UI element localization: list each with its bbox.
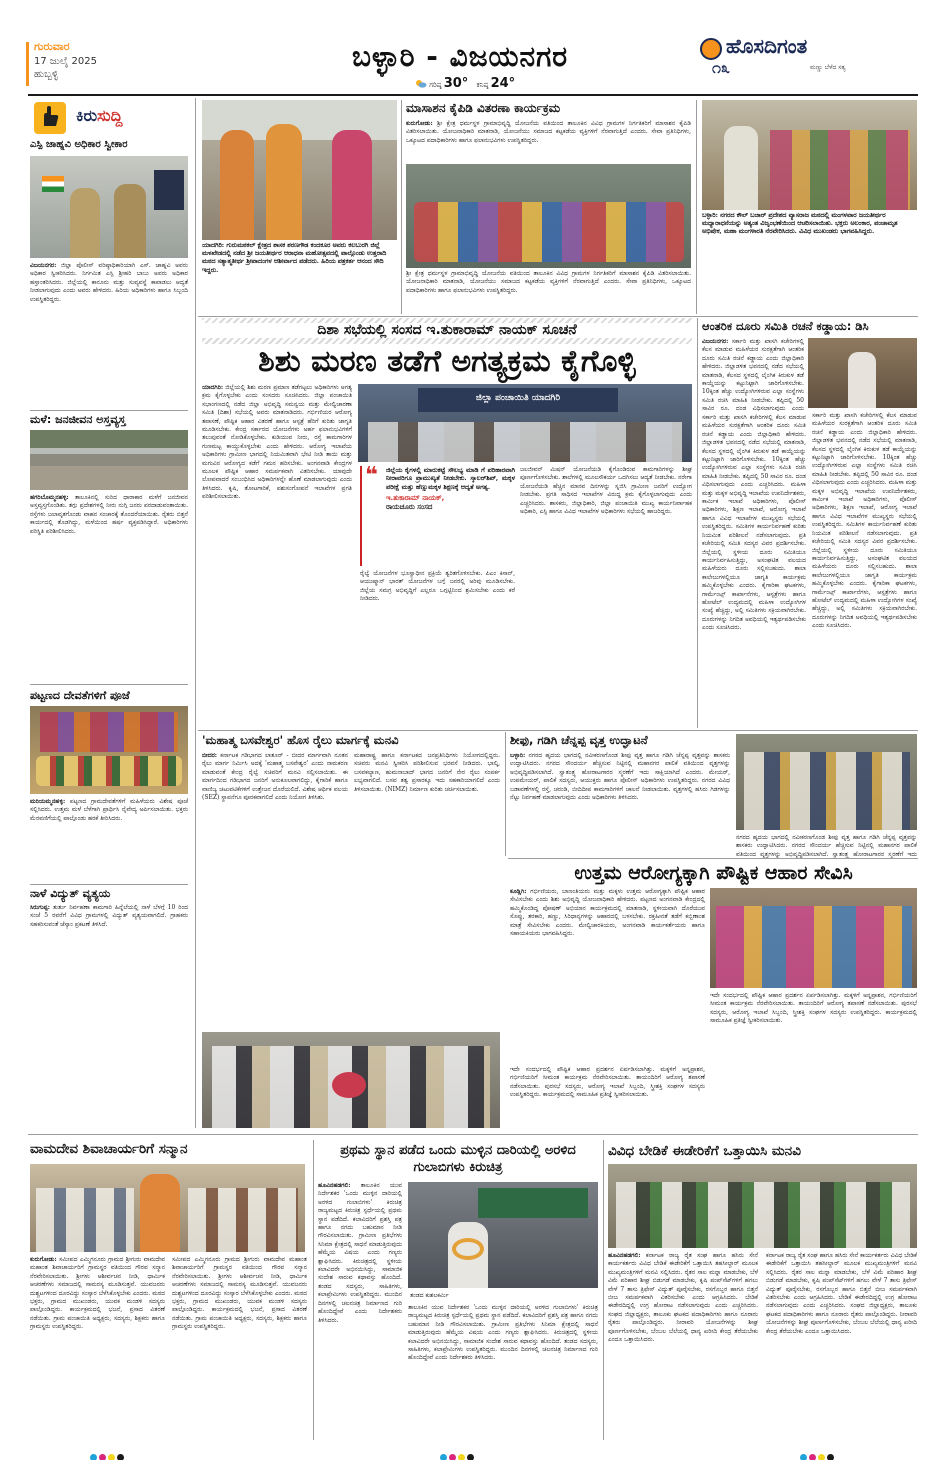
anganwadi-photo xyxy=(710,888,917,988)
prathama-text: ತಾಲೂಕಿನ ಯುವ ನಿರ್ದೇಶಕರ 'ಒಂದು ಮುಳ್ಳಿನ ದಾರಿಯಲ್ಲಿ ಅರಳಿದ ಗುಲಾಬಿಗಳು' ಕಿರುಚಿತ್ರ ರಾಜ್ಯಮಟ್ಟದ ಕಿರುಚಿತ್ರ ಸ್ಪರ್ಧೆಯಲ್ಲಿ ಪ್ರಥಮ ಸ್ಥಾನ ಪಡೆದಿದೆ. ಕಲಾವಿದರಿಗೆ ಪ್ರಶಸ್ತಿ ಪತ್ರ ಹಾಗೂ ನಗದು ಬಹುಮಾನ ನೀಡಿ ಗೌರವಿಸಲಾಯಿತು. ಗ್ರಾಮೀಣ ಪ್ರತಿಭೆಗಳು ಸಿನಿಮಾ ಕ್ಷೇತ್ರದಲ್ಲಿ ಸಾಧನೆ ಮಾಡುತ್ತಿರುವುದು ಹೆಮ್ಮೆಯ ವಿಷಯ ಎಂದು ಗಣ್ಯರು ಶ್ಲಾಘಿಸಿದರು. ಕಿರುಚಿತ್ರದಲ್ಲಿ ಸ್ಥಳೀಯ ಕಲಾವಿದರೇ ಅಭಿನಯಿಸಿದ್ದು, ಸಾಮಾಜಿಕ ಸಂದೇಶ ಸಾರುವ ಕಥಾವಸ್ತು ಹೊಂದಿದೆ. ತಂಡದ ಸದಸ್ಯರು, ಸಾಹಿತಿಗಳು, ಕಲಾಪ್ರೇಮಿಗಳು ಉಪಸ್ಥಿತರಿದ್ದರು. ಮುಂದಿನ ದಿನಗಳಲ್ಲಿ ಚಲನಚಿತ್ರ ನಿರ್ಮಾಣದ ಗುರಿ ಹೊಂದಿದ್ದೇವೆ ಎಂದು ನಿರ್ದೇಶಕರು ತಿಳಿಸಿದರು. xyxy=(318,1182,402,1324)
arogya-body xyxy=(510,888,705,1062)
weather-min: 24° xyxy=(490,76,516,91)
vamadeva-body xyxy=(30,1256,165,1440)
antarika-body-col-a: ಸರ್ಕಾರಿ ಮತ್ತು ಖಾಸಗಿ ಕಚೇರಿಗಳಲ್ಲಿ ಕೆಲಸ ಮಾಡುವ ಮಹಿಳೆಯರ ಸುರಕ್ಷತೆಗಾಗಿ ಆಂತರಿಕ ದೂರು ಸಮಿತಿ ರಚನೆ ಕಡ್ಡಾಯ ಎಂದು ಜಿಲ್ಲಾಧಿಕಾರಿ ಹೇಳಿದರು. ಜಿಲ್ಲಾಡಳಿತ ಭವನದಲ್ಲಿ ನಡೆದ ಸಭೆಯಲ್ಲಿ ಮಾತನಾಡಿ, ಕೆಲಸದ ಸ್ಥಳದಲ್ಲಿ ಲೈಂಗಿಕ ಕಿರುಕುಳ ತಡೆ ಕಾಯ್ದೆಯನ್ನು ಕಟ್ಟುನಿಟ್ಟಾಗಿ ಜಾರಿಗೊಳಿಸಬೇಕು. 10ಕ್ಕಿಂತ ಹೆಚ್ಚು ಉದ್ಯೋಗಿಗಳಿರುವ ಎಲ್ಲಾ ಸಂಸ್ಥೆಗಳು ಸಮಿತಿ ರಚಿಸಿ ಮಾಹಿತಿ ನೀಡಬೇಕು. ತಪ್ಪಿದಲ್ಲಿ 50 ಸಾವಿರ ರೂ. ದಂಡ ವಿಧಿಸಲಾಗುವುದು ಎಂದು ಎಚ್ಚರಿಸಿದರು. ಮಹಿಳಾ ಮತ್ತು ಮಕ್ಕಳ ಅಭಿವೃದ್ಧಿ ಇಲಾಖೆಯ ಉಪನಿರ್ದೇಶಕರು, ಕಾರ್ಮಿಕ ಇಲಾಖೆ ಅಧಿಕಾರಿಗಳು, ಪೊಲೀಸ್ ಅಧಿಕಾರಿಗಳು, ಶಿಕ್ಷಣ ಇಲಾಖೆ, ಆರೋಗ್ಯ ಇಲಾಖೆ ಹಾಗೂ ವಿವಿಧ ಇಲಾಖೆಗಳ ಮುಖ್ಯಸ್ಥರು ಸಭೆಯಲ್ಲಿ ಉಪಸ್ಥಿತರಿದ್ದರು. ಸಮಿತಿಗಳ ಕಾರ್ಯನಿರ್ವಹಣೆ ಕುರಿತು ನಿಯಮಿತ ಪರಿಶೀಲನೆ ನಡೆಸಲಾಗುವುದು. ಪ್ರತಿ ಕಚೇರಿಯಲ್ಲಿ ಸಮಿತಿ ಸದಸ್ಯರ ವಿವರ ಪ್ರದರ್ಶಿಸಬೇಕು. ಜಿಲ್ಲೆಯಲ್ಲಿ ಸ್ಥಳೀಯ ದೂರು ಸಮಿತಿಯೂ ಕಾರ್ಯನಿರ್ವಹಿಸುತ್ತಿದ್ದು, ಅಸಂಘಟಿತ ವಲಯದ ಮಹಿಳೆಯರು ದೂರು ಸಲ್ಲಿಸಬಹುದು. ಶಾಲಾ ಕಾಲೇಜುಗಳಲ್ಲಿಯೂ ಜಾಗೃತಿ ಕಾರ್ಯಕ್ರಮ ಹಮ್ಮಿಕೊಳ್ಳಬೇಕು ಎಂದರು. ಕೈಗಾರಿಕಾ ಘಟಕಗಳು, ಗಾರ್ಮೆಂಟ್ಸ್ ಕಾರ್ಖಾನೆಗಳು, ಆಸ್ಪತ್ರೆಗಳು ಹಾಗೂ ಹೋಟೆಲ್ ಉದ್ಯಮದಲ್ಲಿ ಮಹಿಳಾ ಉದ್ಯೋಗಿಗಳ ಸಂಖ್ಯೆ ಹೆಚ್ಚಿದ್ದು, ಅಲ್ಲಿ ಸಮಿತಿಗಳು ಸಕ್ರಿಯವಾಗಿರಬೇಕು. ದೂರುಗಳನ್ನು ನಿಗದಿತ ಅವಧಿಯಲ್ಲಿ ಇತ್ಯರ್ಥಪಡಿಸಬೇಕು ಎಂದು ಸೂಚಿಸಿದರು. xyxy=(702,414,806,632)
lead-kicker: ದಿಶಾ ಸಭೆಯಲ್ಲಿ ಸಂಸದ ಇ.ತುಕಾರಾಮ್ ನಾಯಕ್ ಸೂಚನೆ xyxy=(202,323,692,338)
weather-max-label: ಗರಿಷ್ಠ xyxy=(429,81,442,89)
devategalu-headline: ಪಟ್ಟಣದ ದೇವತೆಗಳಿಗೆ ಪೂಜೆ xyxy=(30,689,130,702)
masthead xyxy=(0,0,945,96)
column-rule xyxy=(696,100,697,314)
lead-dateline: ಯಾದಗಿರಿ: xyxy=(202,384,224,391)
masashana-text: ಶ್ರೀ ಕ್ಷೇತ್ರ ಧರ್ಮಸ್ಥಳ ಗ್ರಾಮಾಭಿವೃದ್ಧಿ ಯೋಜನೆಯ ವತಿಯಿಂದ ತಾಲೂಕಿನ ವಿವಿಧ ಗ್ರಾಮಗಳ ನಿರ್ಗತಿಕರಿಗೆ ಮಾಸಾಶನ ಕೈಪಿಡಿ ವಿತರಿಸಲಾಯಿತು. ಯೋಜನಾಧಿಕಾರಿ ಮಾತನಾಡಿ, ಯೋಜನೆಯು ಸಮಾಜದ ಕಟ್ಟಕಡೆಯ ವ್ಯಕ್ತಿಗಳಿಗೆ ನೆರವಾಗುತ್ತಿದೆ ಎಂದರು. ಸೇವಾ ಪ್ರತಿನಿಧಿಗಳು, ಒಕ್ಕೂಟದ ಪದಾಧಿಕಾರಿಗಳು ಹಾಗೂ ಫಲಾನುಭವಿಗಳು ಉಪಸ್ಥಿತರಿದ್ದರು. xyxy=(406,120,691,144)
column-rule xyxy=(195,98,196,1128)
male-body xyxy=(30,494,188,682)
quote-mark-icon: ❝ xyxy=(365,463,378,488)
shifu-dateline: ಬಳ್ಳಾರಿ: xyxy=(510,752,526,759)
masashana-body-top xyxy=(406,120,691,162)
antarika-headline: ಆಂತರಿಕ ದೂರು ಸಮಿತಿ ರಚನೆ ಕಡ್ಡಾಯ: ಡಿಸಿ xyxy=(702,319,869,333)
weather-block xyxy=(415,76,575,90)
devotees-shape-right xyxy=(188,1188,298,1252)
seated-people xyxy=(414,202,684,262)
devotees-shape xyxy=(36,1188,134,1252)
trees-shape xyxy=(30,430,188,448)
vividha-body-b: ಕರ್ನಾಟಕ ರಾಜ್ಯ ರೈತ ಸಂಘ ಹಾಗೂ ಹಸಿರು ಸೇನೆ ಕಾರ್ಯಕರ್ತರು ವಿವಿಧ ಬೇಡಿಕೆ ಈಡೇರಿಕೆಗೆ ಒತ್ತಾಯಿಸಿ ತಹಸೀಲ್ದಾರ್ ಮೂಲಕ ಮುಖ್ಯಮಂತ್ರಿಗಳಿಗೆ ಮನವಿ ಸಲ್ಲಿಸಿದರು. ರೈತರ ಸಾಲ ಮನ್ನಾ ಮಾಡಬೇಕು, ಬೆಳೆ ವಿಮೆ ಪರಿಹಾರ ಶೀಘ್ರ ಬಿಡುಗಡೆ ಮಾಡಬೇಕು, ಕೃಷಿ ಪಂಪ್‌ಸೆಟ್‌ಗಳಿಗೆ ಹಗಲು ವೇಳೆ 7 ತಾಸು ತ್ರಿಫೇಸ್ ವಿದ್ಯುತ್ ಪೂರೈಸಬೇಕು, ರಸಗೊಬ್ಬರ ಹಾಗೂ ಬಿತ್ತನೆ ಬೀಜ ಸಮರ್ಪಕವಾಗಿ ವಿತರಿಸಬೇಕು ಎಂದು ಆಗ್ರಹಿಸಿದರು. ಬೇಡಿಕೆ ಈಡೇರದಿದ್ದಲ್ಲಿ ಉಗ್ರ ಹೋರಾಟ ನಡೆಸಲಾಗುವುದು ಎಂದು ಎಚ್ಚರಿಸಿದರು. ಸಂಘದ ಜಿಲ್ಲಾಧ್ಯಕ್ಷರು, ತಾಲೂಕು ಘಟಕದ ಪದಾಧಿಕಾರಿಗಳು ಹಾಗೂ ನೂರಾರು ರೈತರು ಪಾಲ್ಗೊಂಡಿದ್ದರು. ನೀರಾವರಿ ಯೋಜನೆಗಳನ್ನು ಶೀಘ್ರ ಪೂರ್ಣಗೊಳಿಸಬೇಕು, ಬೆಂಬಲ ಬೆಲೆಯಲ್ಲಿ ಧಾನ್ಯ ಖರೀದಿ ಕೇಂದ್ರ ತೆರೆಯಬೇಕು ಎಂದೂ ಒತ್ತಾಯಿಸಿದರು. xyxy=(766,1252,917,1335)
crowd-shape xyxy=(770,130,910,210)
yellow-dot xyxy=(818,1454,825,1460)
flood-photo xyxy=(30,430,188,490)
priest-shape xyxy=(724,126,758,210)
date-rule-orange xyxy=(26,42,29,86)
railway-dateline: ಬೀದರ: xyxy=(202,752,218,759)
vamadeva-body-b: ಸಮೀಪದ ಎಮ್ಮಿಗನೂರು ಗ್ರಾಮದ ಶ್ರೀಗುರು ವಾಮದೇವ ಮಹಾಂತ ಶಿವಾಚಾರ್ಯರಿಗೆ ಗ್ರಾಮಸ್ಥರ ವತಿಯಿಂದ ಗೌರವ ಸನ್ಮಾನ ನೆರವೇರಿಸಲಾಯಿತು. ಶ್ರೀಗಳು ಆಶೀರ್ವಚನ ನೀಡಿ, ಧಾರ್ಮಿಕ ಆಚರಣೆಗಳು ಸಮಾಜದಲ್ಲಿ ಸಾಮರಸ್ಯ ಮೂಡಿಸುತ್ತವೆ. ಯುವಜನರು ದುಶ್ಚಟಗಳಿಂದ ದೂರವಿದ್ದು ಸಂಸ್ಕಾರ ಬೆಳೆಸಿಕೊಳ್ಳಬೇಕು ಎಂದರು. ಮಠದ ಭಕ್ತರು, ಗ್ರಾಮದ ಮುಖಂಡರು, ಯುವಕ ಮಂಡಳಿ ಸದಸ್ಯರು ಪಾಲ್ಗೊಂಡಿದ್ದರು. ಕಾರ್ಯಕ್ರಮದಲ್ಲಿ ಭಜನೆ, ಪ್ರಸಾದ ವಿತರಣೆ ನಡೆಯಿತು. ಗ್ರಾಮ ಪಂಚಾಯಿತಿ ಅಧ್ಯಕ್ಷರು, ಸದಸ್ಯರು, ಶಿಕ್ಷಕರು ಹಾಗೂ ಗ್ರಾಮಸ್ಥರು ಉಪಸ್ಥಿತರಿದ್ದರು. xyxy=(172,1256,307,1331)
cyan-dot xyxy=(90,1454,97,1460)
quote-attr-name: ಇ.ತುಕಾರಾಮ್ ನಾಯಕ್, xyxy=(386,494,445,503)
lead-col-3 xyxy=(520,466,692,724)
paper-name: ಹೊಸದಿಗಂತ xyxy=(726,34,808,58)
magenta-dot xyxy=(99,1454,106,1460)
antarika-body-col-b: ಸರ್ಕಾರಿ ಮತ್ತು ಖಾಸಗಿ ಕಚೇರಿಗಳಲ್ಲಿ ಕೆಲಸ ಮಾಡುವ ಮಹಿಳೆಯರ ಸುರಕ್ಷತೆಗಾಗಿ ಆಂತರಿಕ ದೂರು ಸಮಿತಿ ರಚನೆ ಕಡ್ಡಾಯ ಎಂದು ಜಿಲ್ಲಾಧಿಕಾರಿ ಹೇಳಿದರು. ಜಿಲ್ಲಾಡಳಿತ ಭವನದಲ್ಲಿ ನಡೆದ ಸಭೆಯಲ್ಲಿ ಮಾತನಾಡಿ, ಕೆಲಸದ ಸ್ಥಳದಲ್ಲಿ ಲೈಂಗಿಕ ಕಿರುಕುಳ ತಡೆ ಕಾಯ್ದೆಯನ್ನು ಕಟ್ಟುನಿಟ್ಟಾಗಿ ಜಾರಿಗೊಳಿಸಬೇಕು. 10ಕ್ಕಿಂತ ಹೆಚ್ಚು ಉದ್ಯೋಗಿಗಳಿರುವ ಎಲ್ಲಾ ಸಂಸ್ಥೆಗಳು ಸಮಿತಿ ರಚಿಸಿ ಮಾಹಿತಿ ನೀಡಬೇಕು. ತಪ್ಪಿದಲ್ಲಿ 50 ಸಾವಿರ ರೂ. ದಂಡ ವಿಧಿಸಲಾಗುವುದು ಎಂದು ಎಚ್ಚರಿಸಿದರು. ಮಹಿಳಾ ಮತ್ತು ಮಕ್ಕಳ ಅಭಿವೃದ್ಧಿ ಇಲಾಖೆಯ ಉಪನಿರ್ದೇಶಕರು, ಕಾರ್ಮಿಕ ಇಲಾಖೆ ಅಧಿಕಾರಿಗಳು, ಪೊಲೀಸ್ ಅಧಿಕಾರಿಗಳು, ಶಿಕ್ಷಣ ಇಲಾಖೆ, ಆರೋಗ್ಯ ಇಲಾಖೆ ಹಾಗೂ ವಿವಿಧ ಇಲಾಖೆಗಳ ಮುಖ್ಯಸ್ಥರು ಸಭೆಯಲ್ಲಿ ಉಪಸ್ಥಿತರಿದ್ದರು. ಸಮಿತಿಗಳ ಕಾರ್ಯನಿರ್ವಹಣೆ ಕುರಿತು ನಿಯಮಿತ ಪರಿಶೀಲನೆ ನಡೆಸಲಾಗುವುದು. ಪ್ರತಿ ಕಚೇರಿಯಲ್ಲಿ ಸಮಿತಿ ಸದಸ್ಯರ ವಿವರ ಪ್ರದರ್ಶಿಸಬೇಕು. ಜಿಲ್ಲೆಯಲ್ಲಿ ಸ್ಥಳೀಯ ದೂರು ಸಮಿತಿಯೂ ಕಾರ್ಯನಿರ್ವಹಿಸುತ್ತಿದ್ದು, ಅಸಂಘಟಿತ ವಲಯದ ಮಹಿಳೆಯರು ದೂರು ಸಲ್ಲಿಸಬಹುದು. ಶಾಲಾ ಕಾಲೇಜುಗಳಲ್ಲಿಯೂ ಜಾಗೃತಿ ಕಾರ್ಯಕ್ರಮ ಹಮ್ಮಿಕೊಳ್ಳಬೇಕು ಎಂದರು. ಕೈಗಾರಿಕಾ ಘಟಕಗಳು, ಗಾರ್ಮೆಂಟ್ಸ್ ಕಾರ್ಖಾನೆಗಳು, ಆಸ್ಪತ್ರೆಗಳು ಹಾಗೂ ಹೋಟೆಲ್ ಉದ್ಯಮದಲ್ಲಿ ಮಹಿಳಾ ಉದ್ಯೋಗಿಗಳ ಸಂಖ್ಯೆ ಹೆಚ್ಚಿದ್ದು, ಅಲ್ಲಿ ಸಮಿತಿಗಳು ಸಕ್ರಿಯವಾಗಿರಬೇಕು. ದೂರುಗಳನ್ನು ನಿಗದಿತ ಅವಧಿಯಲ್ಲಿ ಇತ್ಯರ್ಥಪಡಿಸಬೇಕು ಎಂದು ಸೂಚಿಸಿದರು. xyxy=(812,412,917,630)
lead-text-a: ಜಿಲ್ಲೆಯಲ್ಲಿ ಶಿಶು ಮರಣ ಪ್ರಮಾಣ ತಡೆಗಟ್ಟಲು ಅಧಿಕಾರಿಗಳು ಅಗತ್ಯ ಕ್ರಮ ಕೈಗೊಳ್ಳಬೇಕು ಎಂದು ಸಂಸದರು ಸೂಚಿಸಿದರು. ಜಿಲ್ಲಾ ಪಂಚಾಯಿತಿ ಸಭಾಂಗಣದಲ್ಲಿ ನಡೆದ ಜಿಲ್ಲಾ ಅಭಿವೃದ್ಧಿ ಸಮನ್ವಯ ಮತ್ತು ಮೇಲ್ವಿಚಾರಣಾ ಸಮಿತಿ (ದಿಶಾ) ಸಭೆಯಲ್ಲಿ ಅವರು ಮಾತನಾಡಿದರು. ಗರ್ಭಿಣಿಯರ ಆರೋಗ್ಯ ತಪಾಸಣೆ, ಪೌಷ್ಟಿಕ ಆಹಾರ ವಿತರಣೆ ಹಾಗೂ ಆಸ್ಪತ್ರೆ ಹೆರಿಗೆ ಕುರಿತು ಜಾಗೃತಿ ಮೂಡಿಸಬೇಕು. ಕೇಂದ್ರ ಸರ್ಕಾರದ ಯೋಜನೆಗಳು ಅರ್ಹ ಫಲಾನುಭವಿಗಳಿಗೆ ತಲುಪುವಂತೆ ನೋಡಿಕೊಳ್ಳಬೇಕು. ಕುಡಿಯುವ ನೀರು, ರಸ್ತೆ ಕಾಮಗಾರಿಗಳ ಗುಣಮಟ್ಟ ಕಾಯ್ದುಕೊಳ್ಳಬೇಕು ಎಂದು ಹೇಳಿದರು. xyxy=(202,384,352,450)
logo-emblem-icon xyxy=(700,38,722,60)
section-title: ಬಳ್ಳಾರಿ - ವಿಜಯನಗರ xyxy=(351,40,569,73)
railway-photo xyxy=(202,1032,500,1128)
brand-kiru: ಕಿರು xyxy=(76,106,98,125)
vamadeva-photo xyxy=(30,1164,305,1252)
offering-plates xyxy=(36,756,182,786)
award-photo xyxy=(408,1182,598,1288)
vividha-body xyxy=(608,1252,758,1440)
police-board xyxy=(154,170,184,210)
table-people xyxy=(368,422,682,462)
masthead-day: ಗುರುವಾರ xyxy=(34,40,70,53)
kirusuddi-dateline: ವಿಜಯನಗರ: xyxy=(30,262,57,269)
prathama-body xyxy=(318,1182,402,1440)
masashana-body-bottom: ಶ್ರೀ ಕ್ಷೇತ್ರ ಧರ್ಮಸ್ಥಳ ಗ್ರಾಮಾಭಿವೃದ್ಧಿ ಯೋಜನೆಯ ವತಿಯಿಂದ ತಾಲೂಕಿನ ವಿವಿಧ ಗ್ರಾಮಗಳ ನಿರ್ಗತಿಕರಿಗೆ ಮಾಸಾಶನ ಕೈಪಿಡಿ ವಿತರಿಸಲಾಯಿತು. ಯೋಜನಾಧಿಕಾರಿ ಮಾತನಾಡಿ, ಯೋಜನೆಯು ಸಮಾಜದ ಕಟ್ಟಕಡೆಯ ವ್ಯಕ್ತಿಗಳಿಗೆ ನೆರವಾಗುತ್ತಿದೆ ಎಂದರು. ಸೇವಾ ಪ್ರತಿನಿಧಿಗಳು, ಒಕ್ಕೂಟದ ಪದಾಧಿಕಾರಿಗಳು ಹಾಗೂ ಫಲಾನುಭವಿಗಳು ಉಪಸ್ಥಿತರಿದ್ದರು. xyxy=(406,270,691,294)
officer-left xyxy=(70,188,100,258)
paper-tagline: ಮಣ್ಣು ಬೆಳೆದ ಸತ್ಯ xyxy=(810,64,846,71)
masthead-date: 17 ಜುಲೈ 2025 xyxy=(34,56,97,67)
railway-col-1 xyxy=(202,752,348,1028)
sun-cloud-icon xyxy=(415,79,427,88)
kirusuddi-logo xyxy=(30,100,188,136)
weather-max: 30° xyxy=(443,76,469,91)
swamiji-photo xyxy=(202,100,397,240)
lead-col-2-lower xyxy=(360,570,515,724)
date-block xyxy=(30,40,170,80)
green-board xyxy=(478,1188,588,1218)
male-text: ತಾಲೂಕಿನಲ್ಲಿ ಸುರಿದ ಧಾರಾಕಾರ ಮಳೆಗೆ ಜನಜೀವನ ಅಸ್ತವ್ಯಸ್ತಗೊಂಡಿತು. ತಗ್ಗು ಪ್ರದೇಶಗಳಲ್ಲಿ ನೀರು ನುಗ್ಗಿ ಜನರು ಪರದಾಡುವಂತಾಯಿತು. ರಸ್ತೆಗಳು ಜಲಾವೃತಗೊಂಡು ವಾಹನ ಸಂಚಾರಕ್ಕೆ ತೊಂದರೆಯಾಯಿತು. ರೈತರು ಬಿತ್ತನೆ ಕಾರ್ಯದಲ್ಲಿ ತೊಡಗಿದ್ದು, ಮಳೆಯಿಂದ ಹರ್ಷ ವ್ಯಕ್ತಪಡಿಸಿದ್ದಾರೆ. ಅಧಿಕಾರಿಗಳು ಪರಿಸ್ಥಿತಿ ಪರಿಶೀಲಿಸಿದರು. xyxy=(30,494,188,535)
vamadeva-headline: ವಾಮದೇವ ಶಿವಾಚಾರ್ಯರಿಗೆ ಸನ್ಮಾನ xyxy=(30,1141,188,1157)
quote-attribution xyxy=(376,494,515,512)
magenta-dot xyxy=(449,1454,456,1460)
vamadeva-dateline: ಕುರುಗೋಡು: xyxy=(30,1256,57,1263)
male-headline: ಮಳೆ: ಜನಜೀವನ ಅಸ್ತವ್ಯಸ್ತ xyxy=(30,413,126,426)
kirusuddi-headline: ಎಸ್ಪಿ ಜಾಹ್ನವಿ ಅಧಿಕಾರ ಸ್ವೀಕಾರ xyxy=(30,139,128,150)
lead-headline: ಶಿಶು ಮರಣ ತಡೆಗೆ ಅಗತ್ಯಕ್ರಮ ಕೈಗೊಳ್ಳಿ xyxy=(258,344,636,379)
yellow-dot xyxy=(108,1454,115,1460)
divider xyxy=(198,730,918,731)
masthead-rule xyxy=(28,94,918,96)
shifu-body-b: ನಗರದ ಹೃದಯ ಭಾಗದಲ್ಲಿ ನವೀಕರಣಗೊಂಡ ಶೀಫು ವೃತ್ತ ಹಾಗೂ ಗಡಿಗಿ ಚೆನ್ನಪ್ಪ ವೃತ್ತವನ್ನು ಶಾಸಕರು ಉದ್ಘಾಟಿಸಿದರು. ನಗರದ ಸೌಂದರ್ಯ ಹೆಚ್ಚಿಸುವ ನಿಟ್ಟಿನಲ್ಲಿ ಮಹಾನಗರ ಪಾಲಿಕೆ ವತಿಯಿಂದ ವೃತ್ತಗಳನ್ನು ಅಭಿವೃದ್ಧಿಪಡಿಸಲಾಗಿದೆ. ಸ್ವಾತಂತ್ರ್ಯ ಹೋರಾಟಗಾರರ ಸ್ಮರಣೆಗೆ ಇದು xyxy=(736,834,917,858)
disha-meeting-photo xyxy=(358,384,692,462)
masashana-photo xyxy=(406,164,691,268)
protesters-shape xyxy=(616,1182,910,1248)
black-dot xyxy=(827,1454,834,1460)
circle-inauguration-photo xyxy=(736,734,917,830)
lead-text-c: ಆರೋಗ್ಯ ಇಲಾಖೆಯ ಅಧಿಕಾರಿಗಳು ಗ್ರಾಮೀಣ ಭಾಗದಲ್ಲಿ ನಿಯಮಿತವಾಗಿ ಭೇಟಿ ನೀಡಿ ತಾಯಿ ಮತ್ತು ಮಗುವಿನ ಆರೋಗ್ಯದ ಕಡೆಗೆ ಗಮನ ಹರಿಸಬೇಕು. ಅಂಗನವಾಡಿ ಕೇಂದ್ರಗಳ ಮೂಲಕ ಪೌಷ್ಟಿಕ ಆಹಾರ ಸಮರ್ಪಕವಾಗಿ ವಿತರಿಸಬೇಕು. ಯಾವುದೇ ಲೋಪವಾದರೆ ಸಂಬಂಧಿಸಿದ ಅಧಿಕಾರಿಗಳನ್ನೇ ಹೊಣೆ ಮಾಡಲಾಗುವುದು ಎಂದು ತಿಳಿಸಿದರು. ಕೃಷಿ, ತೋಟಗಾರಿಕೆ, ಪಶುಸಂಗೋಪನೆ ಇಲಾಖೆಗಳ ಪ್ರಗತಿ ಪರಿಶೀಲಿಸಲಾಯಿತು. xyxy=(202,442,352,501)
vividha-text: ಕರ್ನಾಟಕ ರಾಜ್ಯ ರೈತ ಸಂಘ ಹಾಗೂ ಹಸಿರು ಸೇನೆ ಕಾರ್ಯಕರ್ತರು ವಿವಿಧ ಬೇಡಿಕೆ ಈಡೇರಿಕೆಗೆ ಒತ್ತಾಯಿಸಿ ತಹಸೀಲ್ದಾರ್ ಮೂಲಕ ಮುಖ್ಯಮಂತ್ರಿಗಳಿಗೆ ಮನವಿ ಸಲ್ಲಿಸಿದರು. ರೈತರ ಸಾಲ ಮನ್ನಾ ಮಾಡಬೇಕು, ಬೆಳೆ ವಿಮೆ ಪರಿಹಾರ ಶೀಘ್ರ ಬಿಡುಗಡೆ ಮಾಡಬೇಕು, ಕೃಷಿ ಪಂಪ್‌ಸೆಟ್‌ಗಳಿಗೆ ಹಗಲು ವೇಳೆ 7 ತಾಸು ತ್ರಿಫೇಸ್ ವಿದ್ಯುತ್ ಪೂರೈಸಬೇಕು, ರಸಗೊಬ್ಬರ ಹಾಗೂ ಬಿತ್ತನೆ ಬೀಜ ಸಮರ್ಪಕವಾಗಿ ವಿತರಿಸಬೇಕು ಎಂದು ಆಗ್ರಹಿಸಿದರು. ಬೇಡಿಕೆ ಈಡೇರದಿದ್ದಲ್ಲಿ ಉಗ್ರ ಹೋರಾಟ ನಡೆಸಲಾಗುವುದು ಎಂದು ಎಚ್ಚರಿಸಿದರು. ಸಂಘದ ಜಿಲ್ಲಾಧ್ಯಕ್ಷರು, ತಾಲೂಕು ಘಟಕದ ಪದಾಧಿಕಾರಿಗಳು ಹಾಗೂ ನೂರಾರು ರೈತರು ಪಾಲ್ಗೊಂಡಿದ್ದರು. ನೀರಾವರಿ ಯೋಜನೆಗಳನ್ನು ಶೀಘ್ರ ಪೂರ್ಣಗೊಳಿಸಬೇಕು, ಬೆಂಬಲ ಬೆಲೆಯಲ್ಲಿ ಧಾನ್ಯ ಖರೀದಿ ಕೇಂದ್ರ ತೆರೆಯಬೇಕು ಎಂದೂ ಒತ್ತಾಯಿಸಿದರು. xyxy=(608,1252,758,1344)
paper-logo xyxy=(700,36,915,78)
dc-person xyxy=(848,352,876,408)
column-rule xyxy=(505,732,506,856)
memorandum-photo xyxy=(608,1164,917,1248)
registration-marks xyxy=(440,1446,500,1454)
shifu-text: ನಗರದ ಹೃದಯ ಭಾಗದಲ್ಲಿ ನವೀಕರಣಗೊಂಡ ಶೀಫು ವೃತ್ತ ಹಾಗೂ ಗಡಿಗಿ ಚೆನ್ನಪ್ಪ ವೃತ್ತವನ್ನು ಶಾಸಕರು ಉದ್ಘಾಟಿಸಿದರು. ನಗರದ ಸೌಂದರ್ಯ ಹೆಚ್ಚಿಸುವ ನಿಟ್ಟಿನಲ್ಲಿ ಮಹಾನಗರ ಪಾಲಿಕೆ ವತಿಯಿಂದ ವೃತ್ತಗಳನ್ನು ಅಭಿವೃದ್ಧಿಪಡಿಸಲಾಗಿದೆ. ಸ್ವಾತಂತ್ರ್ಯ ಹೋರಾಟಗಾರರ ಸ್ಮರಣೆಗೆ ಇದು ಸಾಕ್ಷಿಯಾಗಿದೆ ಎಂದರು. ಮೇಯರ್, ಉಪಮೇಯರ್, ಪಾಲಿಕೆ ಸದಸ್ಯರು, ಆಯುಕ್ತರು ಹಾಗೂ ಪೊಲೀಸ್ ಅಧಿಕಾರಿಗಳು ಉಪಸ್ಥಿತರಿದ್ದರು. ನಗರದ ವಿವಿಧ ಬಡಾವಣೆಗಳಲ್ಲಿ ರಸ್ತೆ, ಚರಂಡಿ, ಬೀದಿದೀಪ ಕಾಮಗಾರಿಗಳಿಗೆ ಚಾಲನೆ ನೀಡಲಾಯಿತು. ವೃತ್ತಗಳಲ್ಲಿ ಹಸಿರು ಗಿಡಗಳನ್ನು ನೆಟ್ಟು ನಿರ್ವಹಣೆ ಮಾಡಲಾಗುವುದು ಎಂದು ಅಧಿಕಾರಿಗಳು ತಿಳಿಸಿದರು. xyxy=(510,752,730,802)
officials-shape xyxy=(744,752,910,830)
devategalu-text: ಪಟ್ಟಣದ ಗ್ರಾಮದೇವತೆಗಳಿಗೆ ಮಹಿಳೆಯರು ವಿಶೇಷ ಪೂಜೆ ಸಲ್ಲಿಸಿದರು. ಉತ್ತಮ ಮಳೆ ಬೆಳೆಗಾಗಿ ಪ್ರಾರ್ಥಿಸಿ ನೈವೇದ್ಯ ಅರ್ಪಿಸಲಾಯಿತು. ಭಕ್ತರು ಮೆರವಣಿಗೆಯಲ್ಲಿ ಪಾಲ್ಗೊಂಡು ಹರಕೆ ತೀರಿಸಿದರು. xyxy=(30,798,188,822)
guest-right xyxy=(332,130,372,240)
lead-col-1 xyxy=(202,384,352,724)
prathama-body-b: ತಾಲೂಕಿನ ಯುವ ನಿರ್ದೇಶಕರ 'ಒಂದು ಮುಳ್ಳಿನ ದಾರಿಯಲ್ಲಿ ಅರಳಿದ ಗುಲಾಬಿಗಳು' ಕಿರುಚಿತ್ರ ರಾಜ್ಯಮಟ್ಟದ ಕಿರುಚಿತ್ರ ಸ್ಪರ್ಧೆಯಲ್ಲಿ ಪ್ರಥಮ ಸ್ಥಾನ ಪಡೆದಿದೆ. ಕಲಾವಿದರಿಗೆ ಪ್ರಶಸ್ತಿ ಪತ್ರ ಹಾಗೂ ನಗದು ಬಹುಮಾನ ನೀಡಿ ಗೌರವಿಸಲಾಯಿತು. ಗ್ರಾಮೀಣ ಪ್ರತಿಭೆಗಳು ಸಿನಿಮಾ ಕ್ಷೇತ್ರದಲ್ಲಿ ಸಾಧನೆ ಮಾಡುತ್ತಿರುವುದು ಹೆಮ್ಮೆಯ ವಿಷಯ ಎಂದು ಗಣ್ಯರು ಶ್ಲಾಘಿಸಿದರು. ಕಿರುಚಿತ್ರದಲ್ಲಿ ಸ್ಥಳೀಯ ಕಲಾವಿದರೇ ಅಭಿನಯಿಸಿದ್ದು, ಸಾಮಾಜಿಕ ಸಂದೇಶ ಸಾರುವ ಕಥಾವಸ್ತು ಹೊಂದಿದೆ. ತಂಡದ ಸದಸ್ಯರು, ಸಾಹಿತಿಗಳು, ಕಲಾಪ್ರೇಮಿಗಳು ಉಪಸ್ಥಿತರಿದ್ದರು. ಮುಂದಿನ ದಿನಗಳಲ್ಲಿ ಚಲನಚಿತ್ರ ನಿರ್ಮಾಣದ ಗುರಿ ಹೊಂದಿದ್ದೇವೆ ಎಂದು ನಿರ್ದೇಶಕರು ತಿಳಿಸಿದರು. xyxy=(408,1304,598,1362)
yellow-dot xyxy=(458,1454,465,1460)
officer-right xyxy=(114,184,146,258)
arogya-body-c: ಇದೇ ಸಂದರ್ಭದಲ್ಲಿ ಪೌಷ್ಟಿಕ ಆಹಾರ ಪ್ರದರ್ಶನ ಏರ್ಪಡಿಸಲಾಗಿತ್ತು. ಮಕ್ಕಳಿಗೆ ಅನ್ನಪ್ರಾಶನ, ಗರ್ಭಿಣಿಯರಿಗೆ ಸೀಮಂತ ಕಾರ್ಯಕ್ರಮ ನೆರವೇರಿಸಲಾಯಿತು. ತಾಯಂದಿರಿಗೆ ಆರೋಗ್ಯ ತಪಾಸಣೆ ನಡೆಸಲಾಯಿತು. ಪುರಸಭೆ ಸದಸ್ಯರು, ಆರೋಗ್ಯ ಇಲಾಖೆ ಸಿಬ್ಬಂದಿ, ಸ್ತ್ರೀಶಕ್ತಿ ಸಂಘಗಳ ಸದಸ್ಯರು ಉಪಸ್ಥಿತರಿದ್ದರು. ಕಾರ್ಯಕ್ರಮದಲ್ಲಿ ಸಾಮೂಹಿಕ ಪ್ರತಿಜ್ಞೆ ಸ್ವೀಕರಿಸಲಾಯಿತು. xyxy=(510,1066,705,1099)
column-rule xyxy=(603,1140,604,1440)
registration-marks xyxy=(90,1446,150,1454)
male-dateline: ಹಗರಿಬೊಮ್ಮನಹಳ್ಳಿ: xyxy=(30,494,69,501)
masashana-headline: ಮಾಸಾಶನ ಕೈಪಿಡಿ ವಿತರಣಾ ಕಾರ್ಯಕ್ರಮ xyxy=(406,101,561,115)
bouquet-shape xyxy=(332,1072,366,1098)
antarika-dateline: ವಿಜಯನಗರ: xyxy=(702,338,729,345)
banner-text: ಜಿಲ್ಲಾ ಪಂಚಾಯಿತಿ ಯಾದಗಿರಿ xyxy=(475,393,561,403)
black-dot xyxy=(467,1454,474,1460)
railway-text: ಕರ್ನಾಟಕ ಗಡಿಭಾಗದ ಲಾತೂರ್ - ಬೀದರ ಮಾರ್ಗವಾಗಿ ನೂತನ ರೈಲು ಮಾರ್ಗ ನಿರ್ಮಿಸಿ ಅದಕ್ಕೆ 'ಮಹಾತ್ಮ ಬಸವೇಶ್ವರ' ಎಂದು ನಾಮಕರಣ ಮಾಡುವಂತೆ ಕೇಂದ್ರ ರೈಲ್ವೆ ಸಚಿವರಿಗೆ ಮನವಿ ಸಲ್ಲಿಸಲಾಯಿತು. ಈ ಮಾರ್ಗದಿಂದ ಗಡಿಭಾಗದ ಜನರಿಗೆ ಅನುಕೂಲವಾಗಲಿದ್ದು, ಕೈಗಾರಿಕೆ ಹಾಗೂ ವಾಣಿಜ್ಯ ಚಟುವಟಿಕೆಗಳಿಗೆ ಉತ್ತೇಜನ ದೊರೆಯಲಿದೆ. ವಿಶೇಷ ಆರ್ಥಿಕ ವಲಯ (SEZ) ಸ್ಥಾಪನೆಗೂ ಪೂರಕವಾಗಲಿದೆ ಎಂದು ನಿಯೋಗ ತಿಳಿಸಿತು. xyxy=(202,752,348,802)
column-rule xyxy=(313,1140,314,1440)
quote-attr-role: ರಾಯಚೂರು ಸಂಸದ xyxy=(386,503,433,512)
prathama-headline: ಪ್ರಥಮ ಸ್ಥಾನ ಪಡೆದ ಒಂದು ಮುಳ್ಳಿನ ದಾರಿಯಲ್ಲಿ ಅರಳಿದ ಗುಲಾಬಿಗಳು ಕಿರುಚಿತ್ರ xyxy=(340,1143,576,1175)
lead-text-b: ಜಲಜೀವನ್ ಮಿಷನ್ ಯೋಜನೆಯಡಿ ಕೈಗೊಂಡಿರುವ ಕಾಮಗಾರಿಗಳನ್ನು ಶೀಘ್ರ ಪೂರ್ಣಗೊಳಿಸಬೇಕು. ಶಾಲೆಗಳಲ್ಲಿ ಮೂಲಸೌಕರ್ಯ ಒದಗಿಸಲು ಆದ್ಯತೆ ನೀಡಬೇಕು. ನರೇಗಾ ಯೋಜನೆಯಡಿ ಹೆಚ್ಚಿನ ಮಾನವ ದಿನಗಳನ್ನು ಸೃಜಿಸಿ ಗ್ರಾಮೀಣ ಜನರಿಗೆ ಉದ್ಯೋಗ ನೀಡಬೇಕು. ಪ್ರಗತಿ ಸಾಧಿಸದ ಇಲಾಖೆಗಳ ವಿರುದ್ಧ ಕ್ರಮ ಕೈಗೊಳ್ಳಲಾಗುವುದು ಎಂದು ಎಚ್ಚರಿಸಿದರು. ಶಾಸಕರು, ಜಿಲ್ಲಾಧಿಕಾರಿ, ಜಿಲ್ಲಾ ಪಂಚಾಯಿತಿ ಮುಖ್ಯ ಕಾರ್ಯನಿರ್ವಾಹಕ ಅಧಿಕಾರಿ, ಎಸ್ಪಿ ಹಾಗೂ ವಿವಿಧ ಇಲಾಖೆಗಳ ಅಧಿಕಾರಿಗಳು ಸಭೆಯಲ್ಲಿ ಹಾಜರಿದ್ದರು. xyxy=(520,466,692,516)
kirusuddi-brand xyxy=(76,106,122,126)
column-rule xyxy=(697,318,698,728)
mutt-caption: ಬಳ್ಳಾರಿ: ನಗರದ ಕೌಲ್ ಬಜಾರ್ ಪ್ರದೇಶದ ವ್ಯಾಸರಾಜ ಮಠದಲ್ಲಿ ಮಂಗಳವಾರ ಜಯತೀರ್ಥರ ಮಧ್ಯಾರಾಧನೆಯನ್ನು ಅತ್ಯಂತ ವಿಜೃಂಭಣೆಯಿಂದ ಆಚರಿಸಲಾಯಿತು. ಭಕ್ತರು ಅಲಂಕಾರ, ಪಂಚಾಮೃತ ಅಭಿಷೇಕ, ಮಹಾ ಮಂಗಳಾರತಿ ನೆರವೇರಿಸಿದರು. ವಿವಿಧ ಮುಖಂಡರು ಭಾಗವಹಿಸಿದ್ದರು. xyxy=(702,212,898,236)
magenta-dot xyxy=(809,1454,816,1460)
garland-shape xyxy=(452,1238,484,1260)
railway-headline: 'ಮಹಾತ್ಮ ಬಸವೇಶ್ವರ' ಹೊಸ ರೈಲು ಮಾರ್ಗಕ್ಕೆ ಮನವಿ xyxy=(202,733,399,747)
flag-shape xyxy=(42,176,64,192)
vidyut-body xyxy=(30,904,188,1124)
arogya-headline: ಉತ್ತಮ ಆರೋಗ್ಯಕ್ಕಾಗಿ ಪೌಷ್ಟಿಕ ಆಹಾರ ಸೇವಿಸಿ xyxy=(574,862,853,884)
arogya-text: ಗರ್ಭಿಣಿಯರು, ಬಾಣಂತಿಯರು ಮತ್ತು ಮಕ್ಕಳು ಉತ್ತಮ ಆರೋಗ್ಯಕ್ಕಾಗಿ ಪೌಷ್ಟಿಕ ಆಹಾರ ಸೇವಿಸಬೇಕು ಎಂದು ಶಿಶು ಅಭಿವೃದ್ಧಿ ಯೋಜನಾಧಿಕಾರಿ ಹೇಳಿದರು. ಪಟ್ಟಣದ ಅಂಗನವಾಡಿ ಕೇಂದ್ರದಲ್ಲಿ ಹಮ್ಮಿಕೊಂಡಿದ್ದ ಪೋಷಣ್ ಅಭಿಯಾನ ಕಾರ್ಯಕ್ರಮದಲ್ಲಿ ಮಾತನಾಡಿ, ಸ್ಥಳೀಯವಾಗಿ ದೊರೆಯುವ ಸೊಪ್ಪು, ತರಕಾರಿ, ಹಣ್ಣು, ಸಿರಿಧಾನ್ಯಗಳನ್ನು ಆಹಾರದಲ್ಲಿ ಬಳಸಬೇಕು. ರಕ್ತಹೀನತೆ ತಡೆಗೆ ಕಬ್ಬಿಣಾಂಶ ಮಾತ್ರೆ ಸೇವಿಸಬೇಕು ಎಂದರು. ಮೇಲ್ವಿಚಾರಕಿಯರು, ಅಂಗನವಾಡಿ ಕಾರ್ಯಕರ್ತೆಯರು ಹಾಗೂ ಸಹಾಯಕಿಯರು ಭಾಗವಹಿಸಿದ್ದರು. xyxy=(510,888,705,938)
arogya-dateline: ಕೂಡ್ಲಿಗಿ: xyxy=(510,888,527,895)
swamiji-left xyxy=(220,130,254,240)
pooja-photo xyxy=(30,706,188,794)
lead-quote xyxy=(360,463,515,566)
black-dot xyxy=(117,1454,124,1460)
brand-suddi: ಸುದ್ದಿ xyxy=(97,106,123,125)
divider xyxy=(30,410,188,411)
antarika-text: ಸರ್ಕಾರಿ ಮತ್ತು ಖಾಸಗಿ ಕಚೇರಿಗಳಲ್ಲಿ ಕೆಲಸ ಮಾಡುವ ಮಹಿಳೆಯರ ಸುರಕ್ಷತೆಗಾಗಿ ಆಂತರಿಕ ದೂರು ಸಮಿತಿ ರಚನೆ ಕಡ್ಡಾಯ ಎಂದು ಜಿಲ್ಲಾಧಿಕಾರಿ ಹೇಳಿದರು. ಜಿಲ್ಲಾಡಳಿತ ಭವನದಲ್ಲಿ ನಡೆದ ಸಭೆಯಲ್ಲಿ ಮಾತನಾಡಿ, ಕೆಲಸದ ಸ್ಥಳದಲ್ಲಿ ಲೈಂಗಿಕ ಕಿರುಕುಳ ತಡೆ ಕಾಯ್ದೆಯನ್ನು ಕಟ್ಟುನಿಟ್ಟಾಗಿ ಜಾರಿಗೊಳಿಸಬೇಕು. 10ಕ್ಕಿಂತ ಹೆಚ್ಚು ಉದ್ಯೋಗಿಗಳಿರುವ ಎಲ್ಲಾ ಸಂಸ್ಥೆಗಳು ಸಮಿತಿ ರಚಿಸಿ ಮಾಹಿತಿ ನೀಡಬೇಕು. ತಪ್ಪಿದಲ್ಲಿ 50 ಸಾವಿರ ರೂ. ದಂಡ ವಿಧಿಸಲಾಗುವುದು ಎಂದು xyxy=(702,338,804,413)
lead-kicker-band xyxy=(202,318,692,344)
divider xyxy=(30,884,188,885)
hand-icon xyxy=(34,102,66,134)
vividha-headline: ವಿವಿಧ ಬೇಡಿಕೆ ಈಡೇರಿಕೆಗೆ ಒತ್ತಾಯಿಸಿ ಮನವಿ xyxy=(608,1143,801,1159)
masashana-dateline: ಕುರುಗೋಡು: xyxy=(406,120,433,127)
vividha-dateline: ಹೂವಿನಹಡಗಲಿ: xyxy=(608,1252,641,1259)
railway-col-2 xyxy=(354,752,500,1028)
mutt-photo xyxy=(702,100,917,210)
registration-marks xyxy=(800,1446,860,1454)
divider xyxy=(28,1134,918,1135)
divider xyxy=(30,684,188,685)
shifu-headline: ಶೀಫು, ಗಡಿಗಿ ಚೆನ್ನಪ್ಪ ವೃತ್ತ ಉದ್ಘಾಟನೆ xyxy=(510,733,648,747)
kirusuddi-text: ಜಿಲ್ಲಾ ಪೊಲೀಸ್ ವರಿಷ್ಠಾಧಿಕಾರಿಯಾಗಿ ಎಸ್. ಜಾಹ್ನವಿ ಅವರು ಅಧಿಕಾರ ಸ್ವೀಕರಿಸಿದರು. ನಿರ್ಗಮಿತ ಎಸ್ಪಿ ಶ್ರೀಹರಿ ಬಾಬು ಅವರು ಅಧಿಕಾರ ಹಸ್ತಾಂತರಿಸಿದರು. ಜಿಲ್ಲೆಯಲ್ಲಿ ಕಾನೂನು ಮತ್ತು ಸುವ್ಯವಸ್ಥೆ ಕಾಪಾಡಲು ಆದ್ಯತೆ ನೀಡಲಾಗುವುದು ಎಂದು ಅವರು ಹೇಳಿದರು. ಹಿರಿಯ ಅಧಿಕಾರಿಗಳು ಹಾಗೂ ಸಿಬ್ಬಂದಿ ಉಪಸ್ಥಿತರಿದ್ದರು. xyxy=(30,262,188,303)
prathama-dateline: ಹೂವಿನಹಡಗಲಿ: xyxy=(318,1182,351,1189)
swamiji-mid xyxy=(266,124,302,240)
kirusuddi-body xyxy=(30,262,188,406)
masthead-city: ಹುಬ್ಬಳ್ಳಿ xyxy=(34,69,59,80)
devategalu-body xyxy=(30,798,188,884)
antarika-body xyxy=(702,338,804,414)
vidyut-headline: ನಾಳೆ ವಿದ್ಯುತ್ ವ್ಯತ್ಯಯ xyxy=(30,887,111,900)
cyan-dot xyxy=(800,1454,807,1460)
column-rule xyxy=(401,100,402,314)
vamadeva-text: ಸಮೀಪದ ಎಮ್ಮಿಗನೂರು ಗ್ರಾಮದ ಶ್ರೀಗುರು ವಾಮದೇವ ಮಹಾಂತ ಶಿವಾಚಾರ್ಯರಿಗೆ ಗ್ರಾಮಸ್ಥರ ವತಿಯಿಂದ ಗೌರವ ಸನ್ಮಾನ ನೆರವೇರಿಸಲಾಯಿತು. ಶ್ರೀಗಳು ಆಶೀರ್ವಚನ ನೀಡಿ, ಧಾರ್ಮಿಕ ಆಚರಣೆಗಳು ಸಮಾಜದಲ್ಲಿ ಸಾಮರಸ್ಯ ಮೂಡಿಸುತ್ತವೆ. ಯುವಜನರು ದುಶ್ಚಟಗಳಿಂದ ದೂರವಿದ್ದು ಸಂಸ್ಕಾರ ಬೆಳೆಸಿಕೊಳ್ಳಬೇಕು ಎಂದರು. ಮಠದ ಭಕ್ತರು, ಗ್ರಾಮದ ಮುಖಂಡರು, ಯುವಕ ಮಂಡಳಿ ಸದಸ್ಯರು ಪಾಲ್ಗೊಂಡಿದ್ದರು. ಕಾರ್ಯಕ್ರಮದಲ್ಲಿ ಭಜನೆ, ಪ್ರಸಾದ ವಿತರಣೆ ನಡೆಯಿತು. ಗ್ರಾಮ ಪಂಚಾಯಿತಿ ಅಧ್ಯಕ್ಷರು, ಸದಸ್ಯರು, ಶಿಕ್ಷಕರು ಹಾಗೂ ಗ್ರಾಮಸ್ಥರು ಉಪಸ್ಥಿತರಿದ್ದರು. xyxy=(30,1256,165,1331)
railway-text-b: ಮಹಾರಾಷ್ಟ್ರ ಹಾಗೂ ಕರ್ನಾಟಕದ ಜನಪ್ರತಿನಿಧಿಗಳು ನಿಯೋಗದಲ್ಲಿದ್ದರು. ಸಚಿವರು ಮನವಿ ಸ್ವೀಕರಿಸಿ ಪರಿಶೀಲಿಸುವ ಭರವಸೆ ನೀಡಿದರು. ಭಾಲ್ಕಿ, ಬಸವಕಲ್ಯಾಣ, ಹುಮನಾಬಾದ್ ಭಾಗದ ಜನರಿಗೆ ನೇರ ರೈಲು ಸಂಪರ್ಕ ಲಭ್ಯವಾಗಲಿದೆ. ಬಸವ ತತ್ವ ಪ್ರಸಾರಕ್ಕೂ ಇದು ಸಹಕಾರಿಯಾಗಲಿದೆ ಎಂದು ತಿಳಿಸಲಾಯಿತು. (NIMZ) ನಿರ್ಮಾಣ ಕುರಿತು ಚರ್ಚಿಸಲಾಯಿತು. xyxy=(354,752,500,793)
cyan-dot xyxy=(440,1454,447,1460)
vidyut-text: ತುರ್ತು ನಿರ್ವಹಣಾ ಕಾಮಗಾರಿ ಹಿನ್ನೆಲೆಯಲ್ಲಿ ನಾಳೆ ಬೆಳಗ್ಗೆ 10 ರಿಂದ ಸಂಜೆ 5 ರವರೆಗೆ ವಿವಿಧ ಗ್ರಾಮಗಳಲ್ಲಿ ವಿದ್ಯುತ್ ವ್ಯತ್ಯಯವಾಗಲಿದೆ. ಗ್ರಾಹಕರು ಸಹಕರಿಸುವಂತೆ ಜೆಸ್ಕಾಂ ಪ್ರಕಟಣೆ ತಿಳಿಸಿದೆ. xyxy=(30,904,188,928)
divider xyxy=(508,858,918,859)
arogya-body-b: ಇದೇ ಸಂದರ್ಭದಲ್ಲಿ ಪೌಷ್ಟಿಕ ಆಹಾರ ಪ್ರದರ್ಶನ ಏರ್ಪಡಿಸಲಾಗಿತ್ತು. ಮಕ್ಕಳಿಗೆ ಅನ್ನಪ್ರಾಶನ, ಗರ್ಭಿಣಿಯರಿಗೆ ಸೀಮಂತ ಕಾರ್ಯಕ್ರಮ ನೆರವೇರಿಸಲಾಯಿತು. ತಾಯಂದಿರಿಗೆ ಆರೋಗ್ಯ ತಪಾಸಣೆ ನಡೆಸಲಾಯಿತು. ಪುರಸಭೆ ಸದಸ್ಯರು, ಆರೋಗ್ಯ ಇಲಾಖೆ ಸಿಬ್ಬಂದಿ, ಸ್ತ್ರೀಶಕ್ತಿ ಸಂಘಗಳ ಸದಸ್ಯರು ಉಪಸ್ಥಿತರಿದ್ದರು. ಕಾರ್ಯಕ್ರಮದಲ್ಲಿ ಸಾಮೂಹಿಕ ಪ್ರತಿಜ್ಞೆ ಸ್ವೀಕರಿಸಲಾಯಿತು. xyxy=(710,992,917,1025)
sp-photo xyxy=(30,156,188,258)
divider xyxy=(198,316,918,317)
water-shape xyxy=(30,466,188,490)
vidyut-dateline: ಸಿರುಗುಪ್ಪ: xyxy=(30,904,50,911)
women-shape xyxy=(40,712,178,752)
women-group-shape xyxy=(716,906,912,988)
page-number: ೧೩ xyxy=(712,58,730,77)
quote-text: ಜಿಲ್ಲೆಯ ಕೈಗಳಲ್ಲಿ ಮಾರುಕಟ್ಟೆ ಸೌಲಭ್ಯ ಮಾಡಿ ಗೆ ಪರಿಹಾರವಾಗಿ ನೀರಾವರಿಗೂ ಪ್ರಾಮುಖ್ಯತೆ ನೀಡಬೇಕು. ಸ್ಕಾಲರ್‌ಶಿಪ್, ಮಕ್ಕಳ ಪರೀಕ್ಷೆ ಮತ್ತು ಹೆಣ್ಣುಮಕ್ಕಳ ಶಿಕ್ಷಣಕ್ಕೆ ಆದ್ಯತೆ ಅಗತ್ಯ. xyxy=(386,466,515,491)
weather-min-label: ಕನಿಷ್ಠ xyxy=(476,81,489,89)
devategalu-dateline: ಮರಿಯಮ್ಮನಹಳ್ಳಿ: xyxy=(30,798,66,805)
seer-shape xyxy=(140,1174,180,1252)
lead-text-d: ರೈಲ್ವೆ ಯೋಜನೆಗಳ ಭೂಸ್ವಾಧೀನ ಪ್ರಕ್ರಿಯೆ ತ್ವರಿತಗೊಳಿಸಬೇಕು. ಪಿಎಂ ಕಿಸಾನ್, ಆಯುಷ್ಮಾನ್ ಭಾರತ್ ಯೋಜನೆಗಳ ಬಗ್ಗೆ ಜನರಲ್ಲಿ ಅರಿವು ಮೂಡಿಸಬೇಕು. ಜಿಲ್ಲೆಯ ಸಮಗ್ರ ಅಭಿವೃದ್ಧಿಗೆ ಎಲ್ಲರೂ ಒಗ್ಗಟ್ಟಿನಿಂದ ಶ್ರಮಿಸಬೇಕು ಎಂದು ಕರೆ ನೀಡಿದರು. xyxy=(360,570,515,603)
swamiji-caption: ಯಾದಗಿರಿ: ಗುರುಮಠಕಲ್ ಕ್ಷೇತ್ರದ ಶಾಸಕ ಶರಣಗೌಡ ಕಂದಕೂರ ಅವರು ಕಲಬುರಗಿ ಜಿಲ್ಲೆ ಮಳಖೇಡದಲ್ಲಿ ನಡೆದ ಶ್ರೀ ಜಯತೀರ್ಥರ ಆರಾಧನಾ ಮಹೋತ್ಸವದಲ್ಲಿ ಪಾಲ್ಗೊಂಡು ಉತ್ತರಾದಿ ಮಠದ ಸತ್ಯಾತ್ಮತೀರ್ಥ ಶ್ರೀಪಾದಂಗಳ ಆಶೀರ್ವಾದ ಪಡೆದರು. ಹಿರಿಯ ಪತ್ರಕರ್ತ ಆನಂದ ಸೌದಿ ಇದ್ದರು. xyxy=(202,242,387,274)
dc-meeting-photo xyxy=(808,338,917,408)
award-photo-caption: ತಂಡದ ಕುಶಲಕರ್ಮಿ xyxy=(410,1292,449,1299)
